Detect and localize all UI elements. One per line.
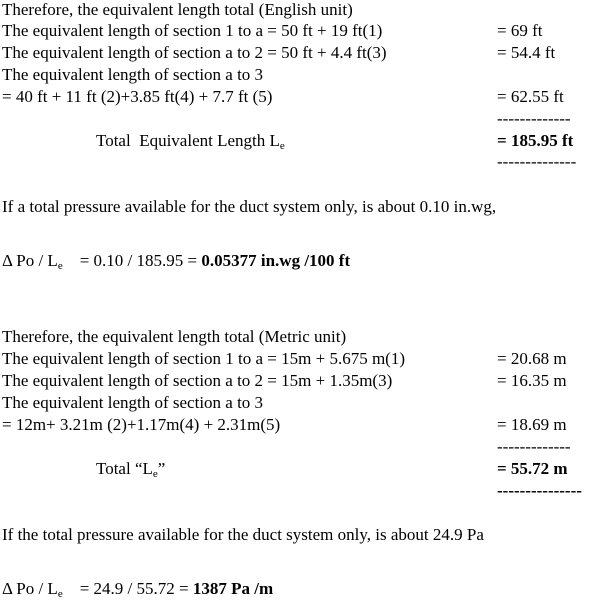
- english-total-sub: e: [279, 140, 285, 152]
- english-ratio-prefix: Δ Po / L: [2, 251, 58, 270]
- english-dashes-top: -------------: [497, 109, 571, 128]
- english-dashes-bottom: --------------: [497, 152, 577, 171]
- metric-total-label: [96, 459, 165, 479]
- metric-row2-label: The equivalent length of section a to 2 = 15m + 1.35m(3): [2, 371, 393, 390]
- metric-total-label-close: ”: [157, 459, 166, 478]
- english-total-label-text: Total Equivalent Length L: [96, 131, 280, 150]
- english-total-value: 185.95 ft: [510, 131, 574, 150]
- metric-total-label-open: Total “L: [96, 459, 153, 478]
- english-total-label: [96, 131, 285, 151]
- english-total-eq: =: [497, 131, 511, 150]
- metric-ratio-calc: = 24.9 / 55.72 =: [62, 579, 193, 598]
- metric-total-sub: e: [152, 468, 158, 480]
- english-heading: Therefore, the equivalent length total (English unit): [2, 0, 353, 19]
- english-ratio-calc: = 0.10 / 185.95 =: [62, 251, 202, 270]
- english-ratio-sub: e: [57, 260, 63, 272]
- metric-row1-label: The equivalent length of section 1 to a = 15m + 5.675 m(1): [2, 349, 406, 368]
- metric-ratio: [2, 579, 273, 599]
- metric-ratio-result: 1387 Pa /m: [192, 579, 274, 598]
- english-row2-value: = 54.4 ft: [497, 43, 556, 62]
- english-row3-label: The equivalent length of section a to 3: [2, 65, 264, 84]
- english-pressure-text: If a total pressure available for the duct system only, is about 0.10 in.wg,: [2, 197, 497, 216]
- metric-row3-formula: = 12m+ 3.21m (2)+1.17m(4) + 2.31m(5): [2, 415, 281, 434]
- metric-heading: Therefore, the equivalent length total (Metric unit): [2, 327, 347, 346]
- metric-row1-value: = 20.68 m: [497, 349, 567, 368]
- english-ratio: [2, 251, 350, 271]
- metric-row3-value: = 18.69 m: [497, 415, 567, 434]
- metric-ratio-prefix: Δ Po / L: [2, 579, 58, 598]
- metric-row2-value: = 16.35 m: [497, 371, 567, 390]
- english-total: [497, 131, 573, 151]
- english-row1-label: The equivalent length of section 1 to a = 50 ft + 19 ft(1): [2, 21, 383, 40]
- metric-row3-label: The equivalent length of section a to 3: [2, 393, 264, 412]
- metric-dashes-bottom: ---------------: [497, 481, 582, 500]
- metric-ratio-sub: e: [57, 588, 63, 600]
- english-ratio-result: 0.05377 in.wg /100 ft: [201, 251, 351, 270]
- english-row3-value: = 62.55 ft: [497, 87, 564, 106]
- english-row2-label: The equivalent length of section a to 2 = 50 ft + 4.4 ft(3): [2, 43, 387, 62]
- metric-total-value: = 55.72 m: [497, 459, 568, 478]
- english-row3-formula: = 40 ft + 11 ft (2)+3.85 ft(4) + 7.7 ft (5): [2, 87, 273, 106]
- metric-pressure-text: If the total pressure available for the duct system only, is about 24.9 Pa: [2, 525, 484, 544]
- metric-dashes-top: -------------: [497, 437, 571, 456]
- english-row1-value: = 69 ft: [497, 21, 543, 40]
